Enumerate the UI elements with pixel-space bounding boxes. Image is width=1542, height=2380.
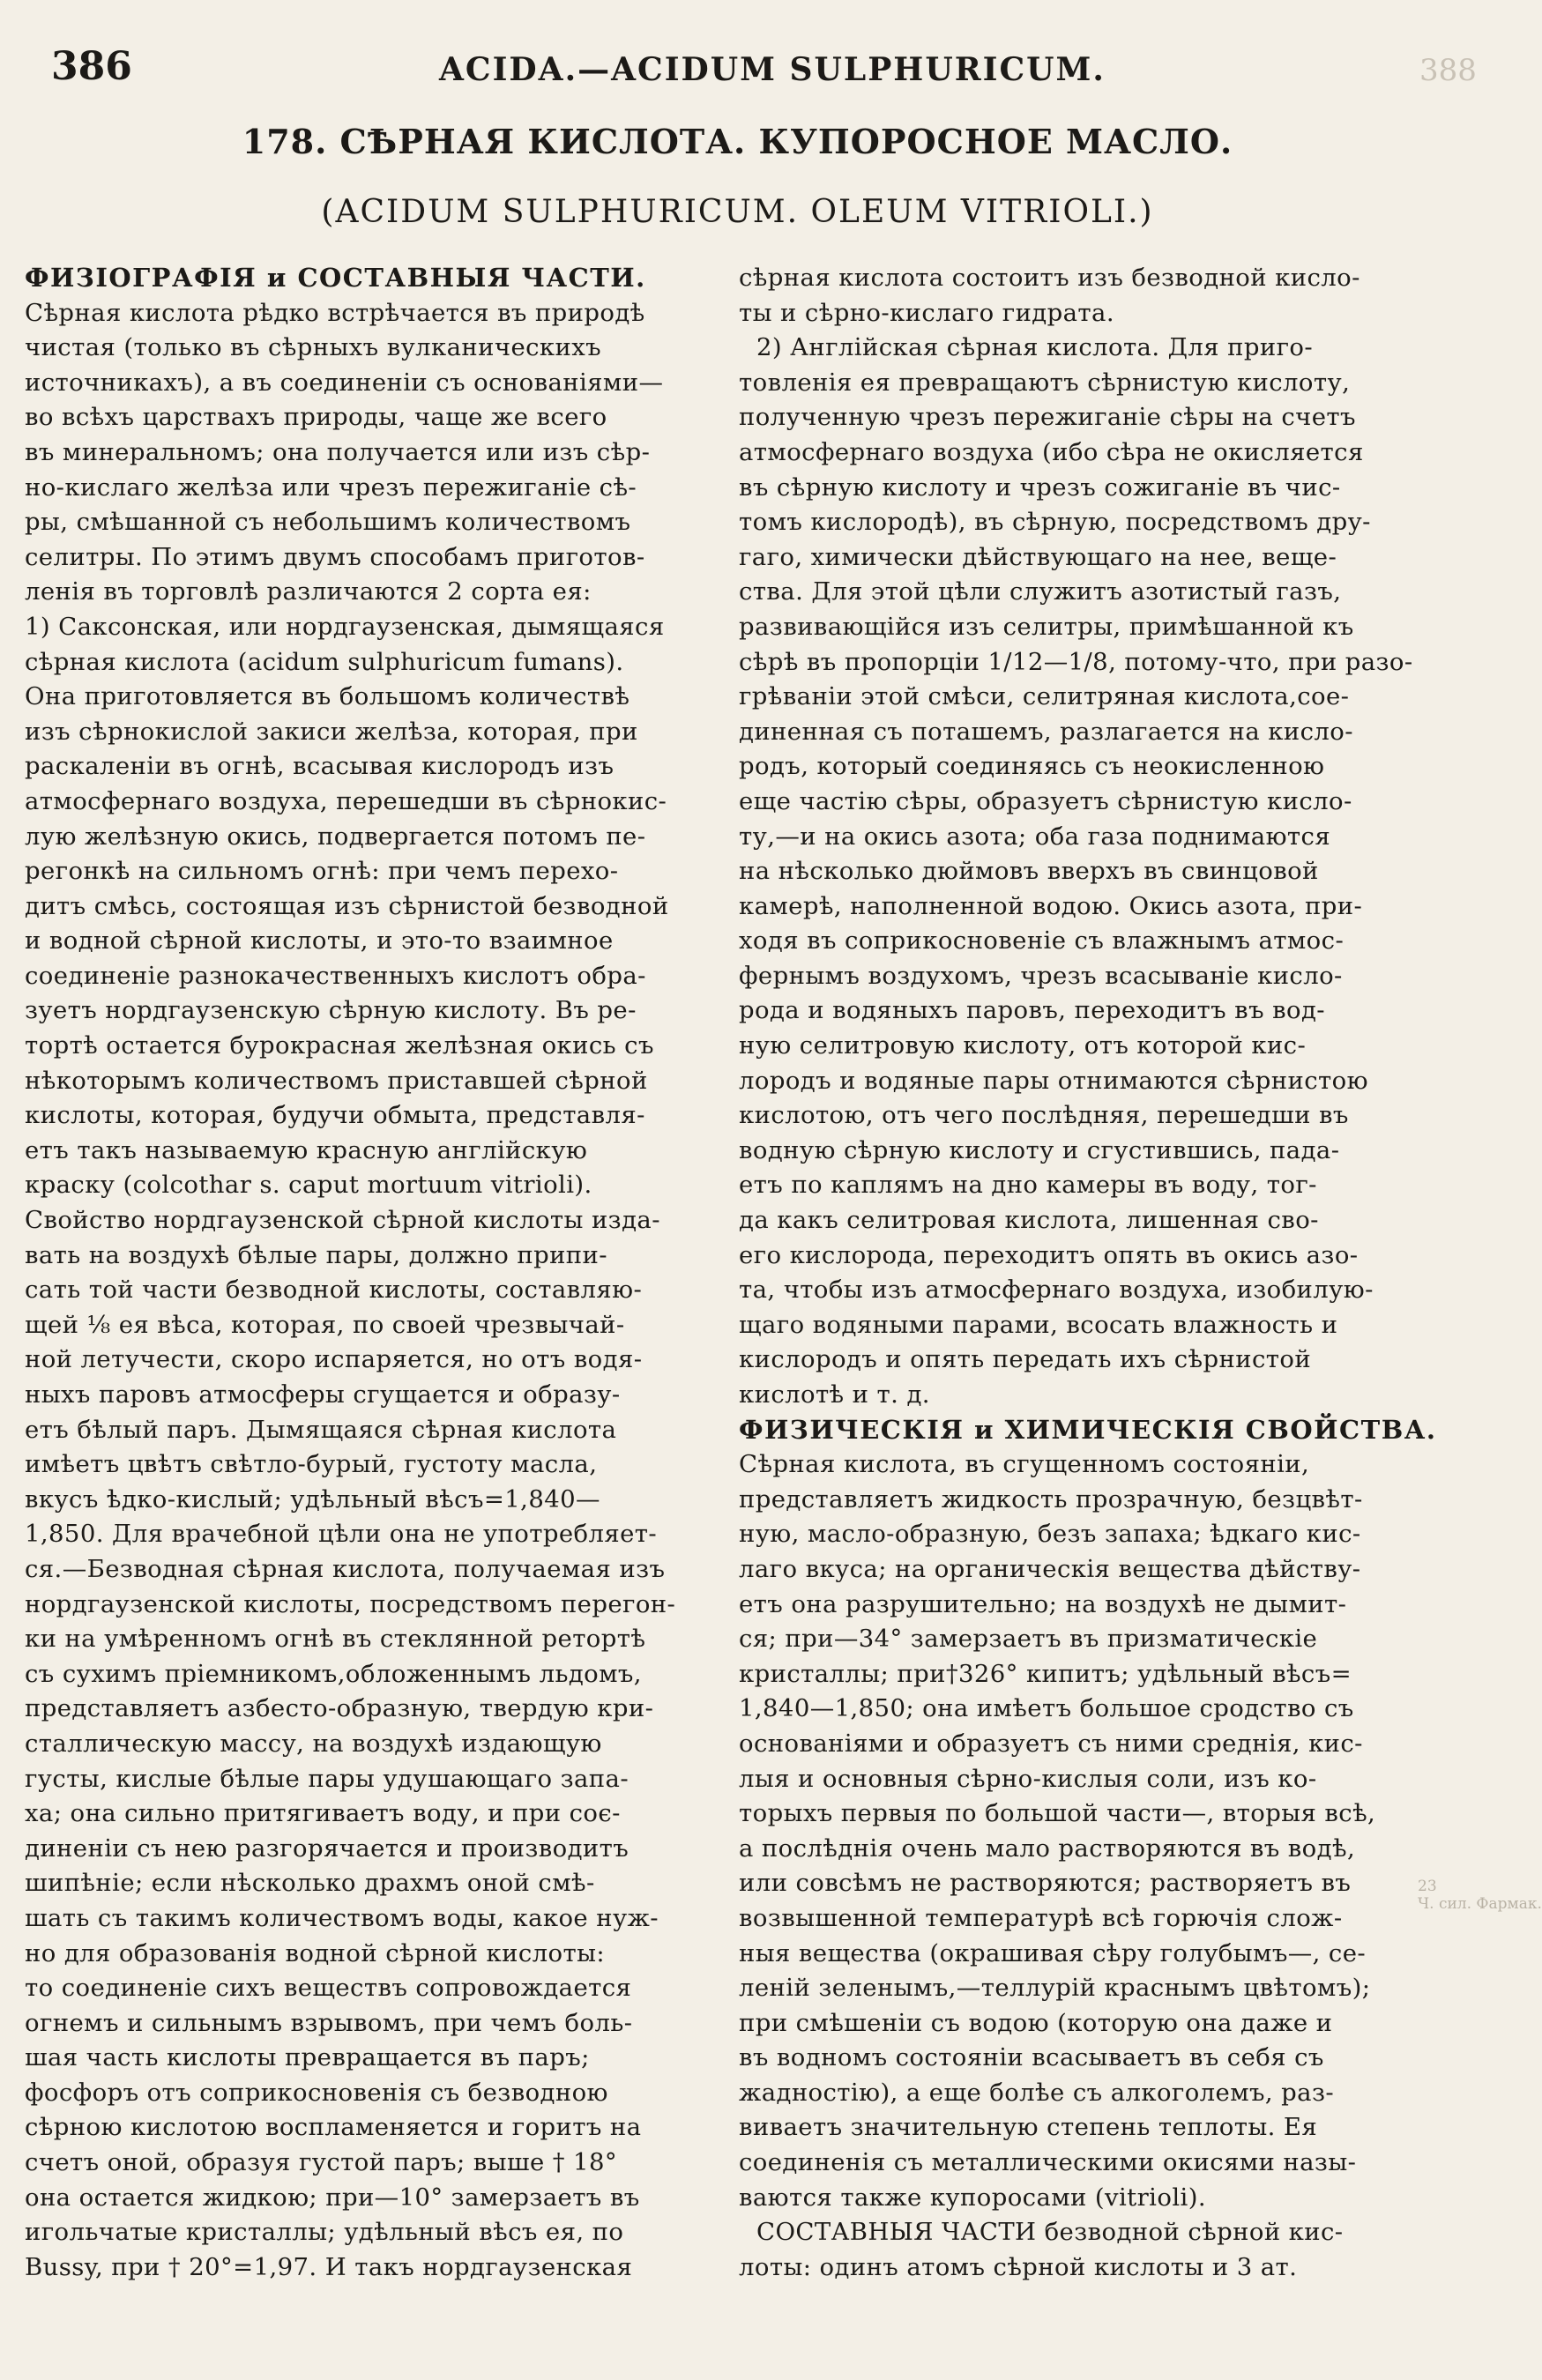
- text-line: или совсѣмъ не растворяются; растворяетъ въ: [739, 1869, 1352, 1898]
- text-line: фосфоръ отъ соприкосновенія съ безводною: [25, 2078, 608, 2107]
- text-line: кислородъ и опять передать ихъ сѣрнистой: [739, 1345, 1312, 1374]
- bleed-through-text: Ч. сил. Фармак.: [1418, 1895, 1542, 1913]
- text-line: съ сухимъ пріемникомъ,обложеннымъ льдомъ,: [25, 1659, 642, 1688]
- text-line: кислоты, которая, будучи обмыта, представля-: [25, 1101, 645, 1130]
- text-line: на нѣсколько дюймовъ вверхъ въ свинцовой: [739, 857, 1319, 886]
- text-line: Bussy, при † 20°=1,97. И такъ нордгаузенская: [25, 2252, 633, 2281]
- text-line: въ минеральномъ; она получается или изъ сѣр-: [25, 437, 651, 466]
- running-head: [51, 44, 1422, 97]
- text-line: кристаллы; при†326° кипитъ; удѣльный вѣсъ=: [739, 1659, 1352, 1688]
- text-line: его кислорода, переходитъ опять въ окись азо-: [739, 1240, 1359, 1269]
- text-line: гаго, химически дѣйствующаго на нее, веще-: [739, 542, 1337, 571]
- text-line: игольчатые кристаллы; удѣльный вѣсъ ея, по: [25, 2218, 624, 2247]
- section-heading: ФИЗИЧЕСКІЯ и ХИМИЧЕСКІЯ СВОЙСТВА.: [739, 1414, 1437, 1445]
- text-line: ленія въ торговлѣ различаются 2 сорта ея:: [25, 577, 592, 606]
- text-line: сать той части безводной кислоты, составляю-: [25, 1276, 643, 1305]
- text-line: сѣрѣ въ пропорціи 1/12—1/8, потому-что, при разо-: [739, 647, 1413, 676]
- text-line: сѣрная кислота состоитъ изъ безводной кисло-: [739, 264, 1360, 292]
- text-line: вать на воздухѣ бѣлые пары, должно припи-: [25, 1240, 607, 1269]
- text-line: дитъ смѣсь, состоящая изъ сѣрнистой безводной: [25, 891, 669, 920]
- text-line: изъ сѣрнокислой закиси желѣза, которая, при: [25, 717, 638, 746]
- text-line: она остается жидкою; при—10° замерзаетъ въ: [25, 2183, 640, 2212]
- text-line: етъ бѣлый паръ. Дымящаяся сѣрная кислота: [25, 1415, 617, 1444]
- text-line: но-кислаго желѣза или чрезъ пережиганіе сѣ-: [25, 472, 637, 502]
- text-line: представляетъ жидкость прозрачную, безцвѣт-: [739, 1484, 1363, 1514]
- text-line: виваетъ значительную степень теплоты. Ея: [739, 2113, 1318, 2142]
- text-line: камерѣ, наполненной водою. Окись азота, при-: [739, 891, 1363, 920]
- text-line: жадностію), а еще болѣе съ алкоголемъ, раз-: [739, 2078, 1335, 2107]
- text-line: основаніями и образуетъ съ ними среднія, кис-: [739, 1729, 1363, 1758]
- text-line: краску (colcothar s. caput mortuum vitrioli).: [25, 1171, 592, 1200]
- text-line: Сѣрная кислота рѣдко встрѣчается въ природѣ: [25, 298, 645, 327]
- text-line: тортѣ остается бурокрасная желѣзная окись съ: [25, 1031, 654, 1060]
- text-line: и водной сѣрной кислоты, и это-то взаимное: [25, 926, 614, 956]
- text-line: зуетъ нордгаузенскую сѣрную кислоту. Въ ре-: [25, 996, 637, 1025]
- text-line: 1) Саксонская, или нордгаузенская, дымящаяся: [25, 612, 665, 641]
- text-line: лоты: одинъ атомъ сѣрной кислоты и 3 ат.: [739, 2252, 1298, 2281]
- text-line: СОСТАВНЫЯ ЧАСТИ безводной сѣрной кис-: [756, 2218, 1344, 2247]
- text-line: соединенія съ металлическими окисями назы-: [739, 2148, 1357, 2177]
- text-line: ся.—Безводная сѣрная кислота, получаемая изъ: [25, 1554, 666, 1583]
- text-line: сѣрною кислотою воспламеняется и горитъ на: [25, 2113, 642, 2142]
- text-line: леній зеленымъ,—теллурій краснымъ цвѣтомъ);: [739, 1974, 1371, 2003]
- text-line: селитры. По этимъ двумъ способамъ приготов-: [25, 542, 645, 571]
- text-line: въ водномъ состояніи всасываетъ въ себя съ: [739, 2043, 1324, 2072]
- text-line: Свойство нордгаузенской сѣрной кислоты изда-: [25, 1206, 660, 1235]
- left-column: [25, 261, 730, 2285]
- text-line: лаго вкуса; на органическія вещества дѣйству-: [739, 1554, 1361, 1583]
- text-line: грѣваніи этой смѣси, селитряная кислота,сое-: [739, 682, 1350, 711]
- text-line: счетъ оной, образуя густой паръ; выше † 18°: [25, 2148, 617, 2177]
- text-line: шать съ такимъ количествомъ воды, какое нуж-: [25, 1903, 659, 1932]
- text-line: диненіи съ нею разгорячается и производитъ: [25, 1833, 629, 1863]
- text-line: регонкѣ на сильномъ огнѣ: при чемъ перехо-: [25, 857, 619, 886]
- text-line: етъ такъ называемую красную англійскую: [25, 1135, 588, 1164]
- text-line: еще частію сѣры, образуетъ сѣрнистую кисло-: [739, 786, 1352, 815]
- text-line: ха; она сильно притягиваетъ воду, и при соє-: [25, 1799, 621, 1828]
- text-line: 1,840—1,850; она имѣетъ большое сродство съ: [739, 1694, 1354, 1723]
- text-line: ныя вещества (окрашивая сѣру голубымъ—, се-: [739, 1938, 1367, 1967]
- text-line: томъ кислородѣ), въ сѣрную, посредствомъ дру-: [739, 508, 1371, 537]
- text-line: рода и водяныхъ паровъ, переходитъ въ вод-: [739, 996, 1325, 1025]
- running-title: ACIDA.—ACIDUM SULPHURICUM.: [439, 51, 1106, 88]
- text-line: нѣкоторымъ количествомъ приставшей сѣрной: [25, 1066, 648, 1095]
- text-line: развивающійся изъ селитры, примѣшанной къ: [739, 612, 1354, 641]
- text-line: ной летучести, скоро испаряется, но отъ водя-: [25, 1345, 643, 1374]
- text-line: ную селитровую кислоту, отъ которой кис-: [739, 1031, 1307, 1060]
- text-line: та, чтобы изъ атмосфернаго воздуха, изобилую-: [739, 1276, 1374, 1305]
- text-line: чистая (только въ сѣрныхъ вулканическихъ: [25, 333, 602, 362]
- text-line: но для образованія водной сѣрной кислоты:: [25, 1938, 606, 1967]
- text-line: шая часть кислоты превращается въ паръ;: [25, 2043, 590, 2072]
- text-line: сѣрная кислота (acidum sulphuricum fumans).: [25, 647, 624, 676]
- text-line: ваются также купоросами (vitrioli).: [739, 2183, 1206, 2212]
- text-line: щей ⅛ ея вѣса, которая, по своей чрезвычай-: [25, 1310, 625, 1339]
- text-line: ты и сѣрно-кислаго гидрата.: [739, 298, 1114, 327]
- text-line: во всѣхъ царствахъ природы, чаще же всего: [25, 403, 607, 432]
- text-line: лородъ и водяные пары отнимаются сѣрнистою: [739, 1066, 1368, 1095]
- text-line: водную сѣрную кислоту и сгустившись, пада-: [739, 1135, 1340, 1164]
- text-line: 1,850. Для врачебной цѣли она не употребляет-: [25, 1520, 658, 1549]
- text-line: ства. Для этой цѣли служитъ азотистый газъ,: [739, 577, 1342, 606]
- text-line: ходя въ соприкосновеніе съ влажнымъ атмос-: [739, 926, 1345, 956]
- text-line: шипѣніе; если нѣсколько драхмъ оной смѣ-: [25, 1869, 595, 1898]
- text-line: соединеніе разнокачественныхъ кислотъ обра-: [25, 961, 646, 990]
- text-line: имѣетъ цвѣтъ свѣтло-бурый, густоту масла,: [25, 1450, 598, 1479]
- text-line: полученную чрезъ пережиганіе сѣры на счетъ: [739, 403, 1356, 432]
- text-line: густы, кислые бѣлые пары удушающаго запа-: [25, 1764, 629, 1793]
- text-line: кислотѣ и т. д.: [739, 1380, 930, 1409]
- text-line: то соединеніе сихъ веществъ сопровождается: [25, 1974, 632, 2003]
- text-line: ся; при—34° замерзаетъ въ призматическіе: [739, 1625, 1318, 1654]
- text-line: лыя и основныя сѣрно-кислыя соли, изъ ко-: [739, 1764, 1317, 1793]
- article-subtitle: (ACIDUM SULPHURICUM. OLEUM VITRIOLI.): [321, 194, 1154, 230]
- text-line: атмосфернаго воздуха (ибо сѣра не окисляется: [739, 437, 1364, 466]
- text-line: диненная съ поташемъ, разлагается на кисло-: [739, 717, 1353, 746]
- text-line: атмосфернаго воздуха, перешедши въ сѣрнокис-: [25, 786, 667, 815]
- bleed-through-text: 23: [1418, 1878, 1437, 1895]
- text-line: ту,—и на окись азота; оба газа поднимаются: [739, 822, 1331, 851]
- text-line: ныхъ паровъ атмосферы сгущается и образу-: [25, 1380, 621, 1409]
- page-number: 386: [51, 44, 132, 89]
- text-line: щаго водяными парами, всосать влажность и: [739, 1310, 1338, 1339]
- text-line: фернымъ воздухомъ, чрезъ всасываніе кисло-: [739, 961, 1343, 990]
- text-line: ры, смѣшанной съ небольшимъ количествомъ: [25, 508, 631, 537]
- text-line: а послѣднія очень мало растворяются въ водѣ,: [739, 1833, 1356, 1863]
- text-line: етъ по каплямъ на дно камеры въ воду, тог-: [739, 1171, 1317, 1200]
- text-line: 2) Англійская сѣрная кислота. Для приго-: [756, 333, 1314, 362]
- article-title: 178. СѢРНАЯ КИСЛОТА. КУПОРОСНОЕ МАСЛО.: [242, 122, 1233, 161]
- text-line: при смѣшеніи съ водою (которую она даже и: [739, 2008, 1333, 2037]
- text-line: въ сѣрную кислоту и чрезъ сожиганіе въ чис-: [739, 472, 1341, 502]
- text-line: кислотою, отъ чего послѣдняя, перешедши въ: [739, 1101, 1349, 1130]
- text-line: источникахъ), а въ соединеніи съ основаніями—: [25, 368, 664, 397]
- text-line: огнемъ и сильнымъ взрывомъ, при чемъ боль-: [25, 2008, 633, 2037]
- text-line: нордгаузенской кислоты, посредствомъ перегон-: [25, 1589, 676, 1618]
- text-line: Сѣрная кислота, въ сгущенномъ состояніи,: [739, 1450, 1310, 1479]
- text-line: ки на умѣренномъ огнѣ въ стеклянной ретортѣ: [25, 1625, 646, 1654]
- text-line: торыхъ первыя по большой части—, вторыя всѣ,: [739, 1799, 1376, 1828]
- bleed-through-folio: 388: [1419, 53, 1477, 88]
- right-column: [739, 261, 1449, 2285]
- text-line: раскаленіи въ огнѣ, всасывая кислородъ изъ: [25, 752, 615, 781]
- text-line: сталлическую массу, на воздухѣ издающую: [25, 1729, 602, 1758]
- text-line: Она приготовляется въ большомъ количествѣ: [25, 682, 630, 711]
- text-line: родъ, который соединяясь съ неокисленною: [739, 752, 1325, 781]
- text-line: лую желѣзную окись, подвергается потомъ пе-: [25, 822, 646, 851]
- text-line: етъ она разрушительно; на воздухѣ не дымит-: [739, 1589, 1347, 1618]
- bleed-through-margin: [1418, 1878, 1542, 2301]
- text-line: возвышенной температурѣ всѣ горючія слож-: [739, 1903, 1343, 1932]
- text-line: ную, масло-образную, безъ запаха; ѣдкаго кис-: [739, 1520, 1361, 1549]
- text-line: представляетъ азбесто-образную, твердую кри-: [25, 1694, 654, 1723]
- section-heading: ФИЗІОГРАФІЯ и СОСТАВНЫЯ ЧАСТИ.: [25, 263, 646, 293]
- text-line: товленія ея превращаютъ сѣрнистую кислоту,: [739, 368, 1351, 397]
- text-line: да какъ селитровая кислота, лишенная сво-: [739, 1206, 1319, 1235]
- text-line: вкусъ ѣдко-кислый; удѣльный вѣсъ=1,840—: [25, 1484, 600, 1514]
